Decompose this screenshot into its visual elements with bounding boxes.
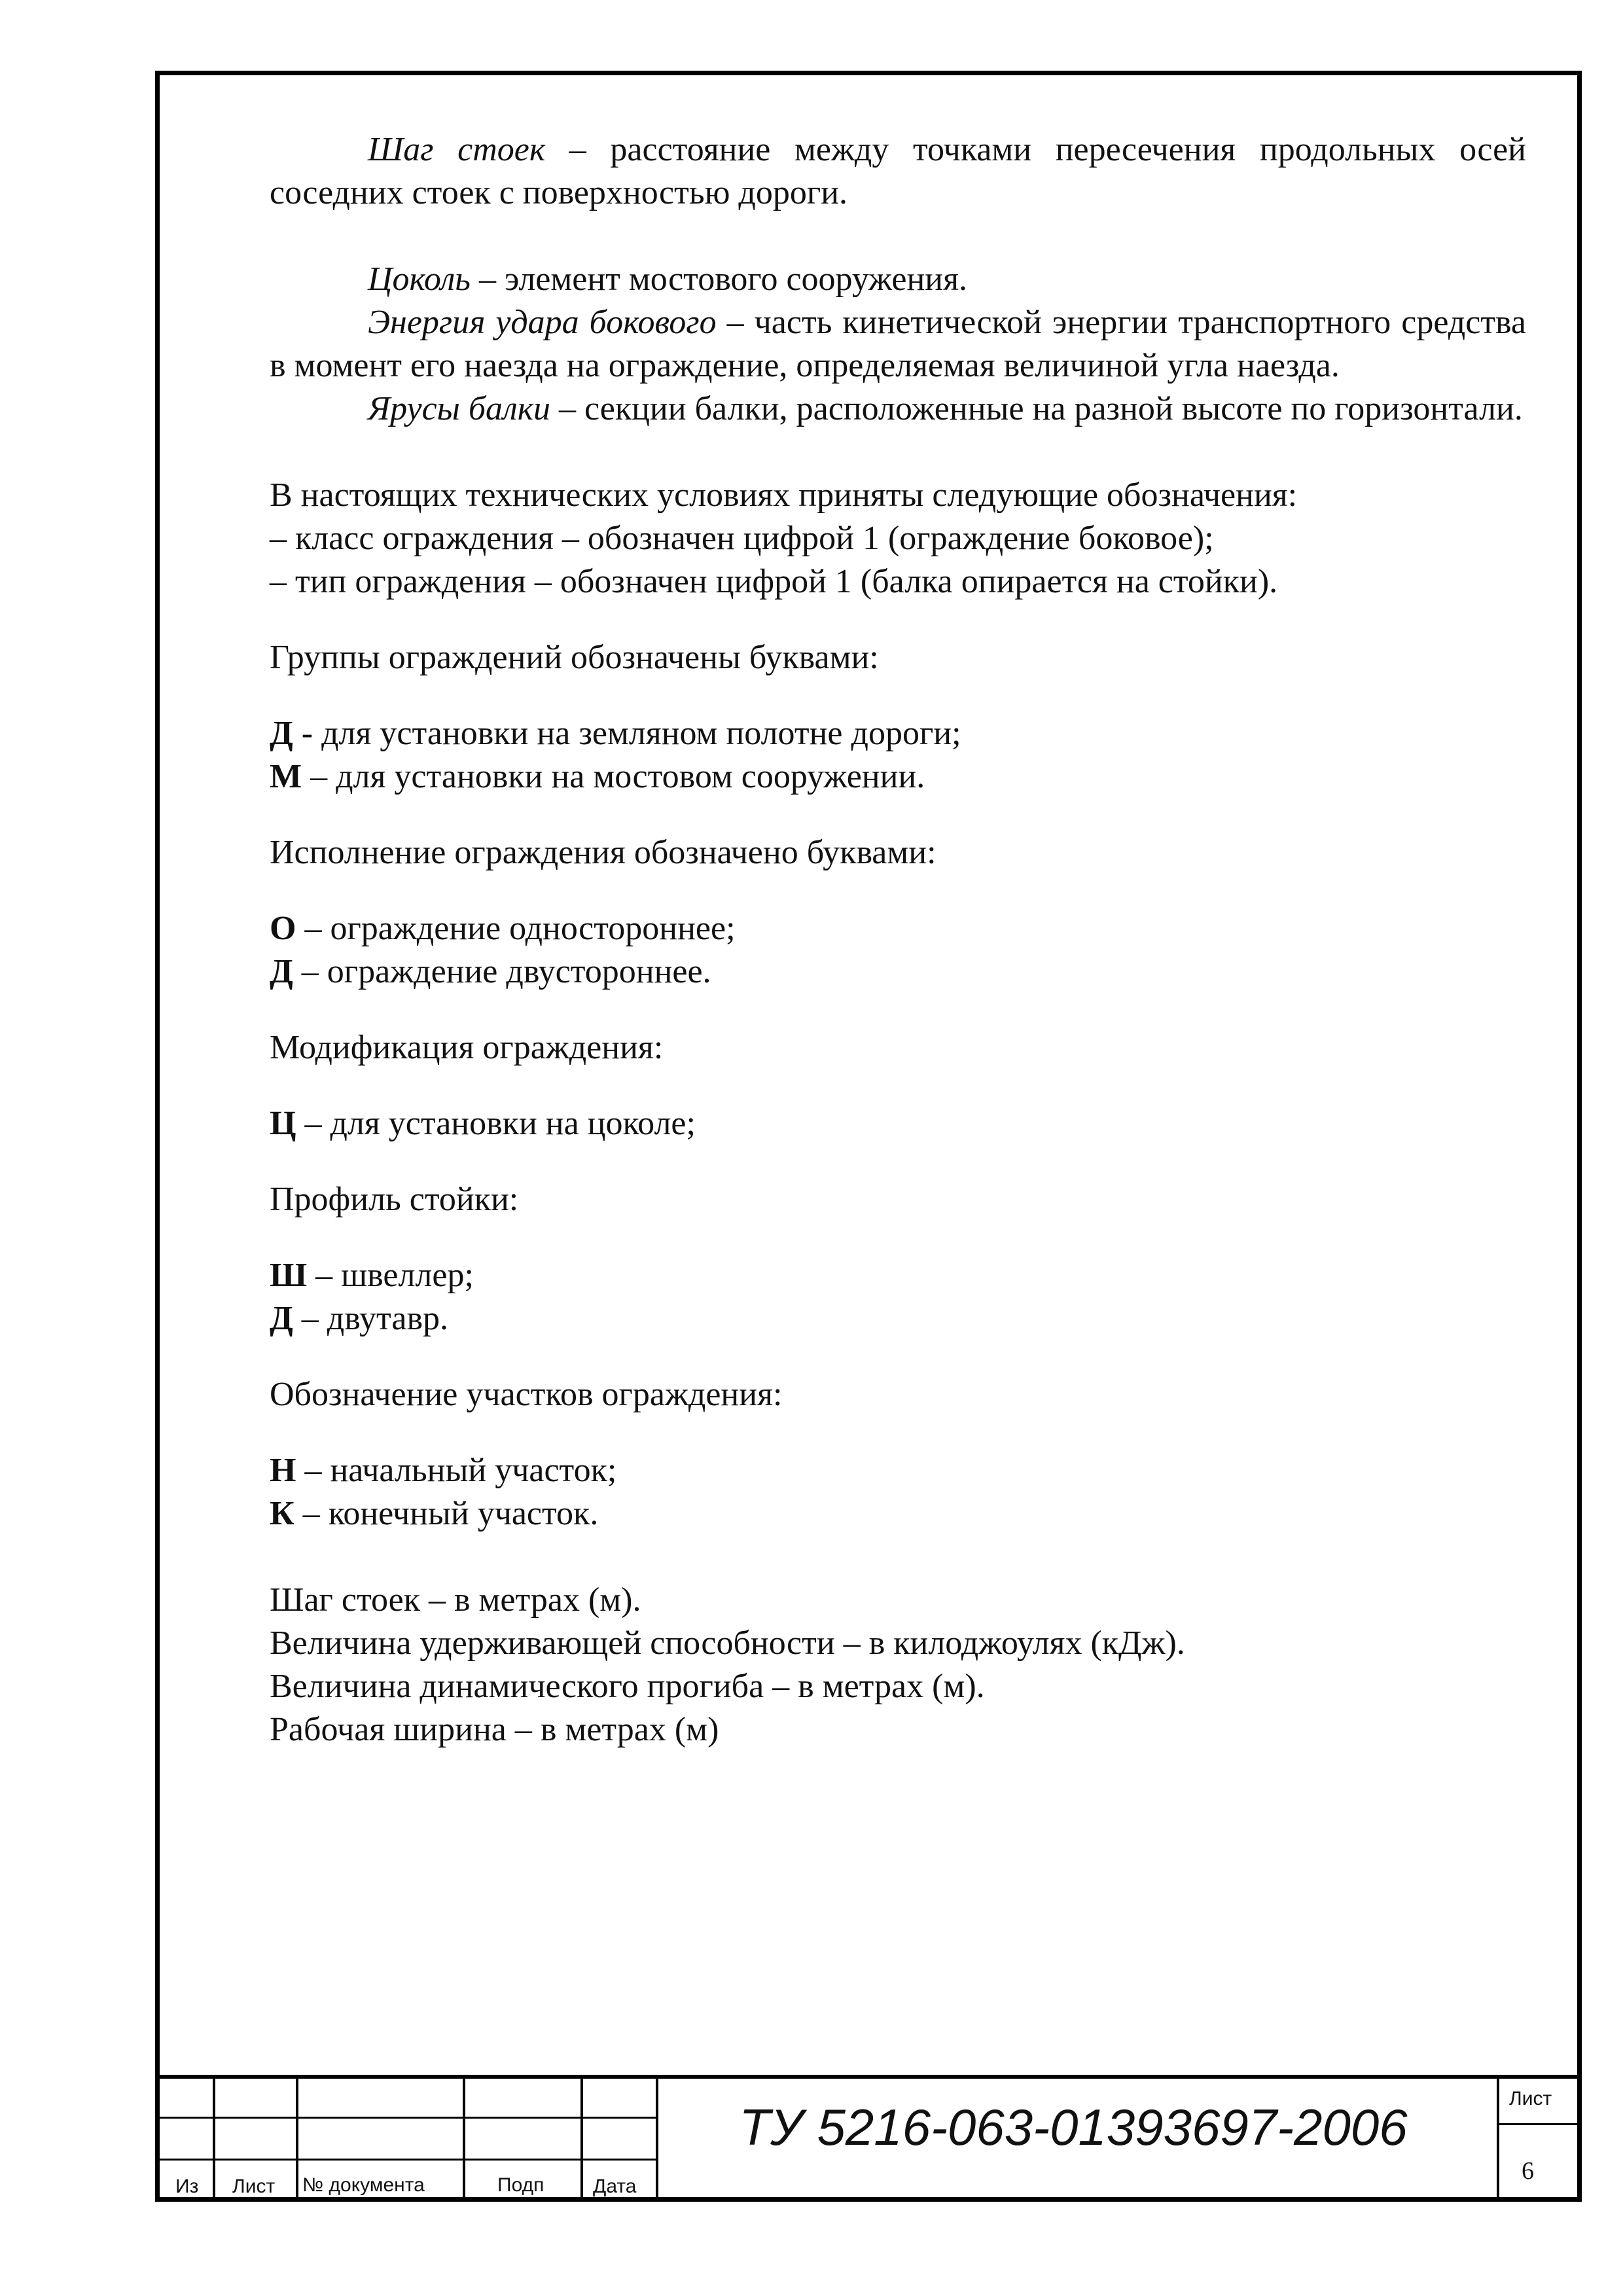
term: Шаг стоек [368, 131, 546, 168]
definition-beam-tiers [270, 387, 1526, 431]
col-list-label: Лист [232, 2176, 276, 2197]
sheet-number: 6 [1522, 2157, 1534, 2185]
unit-line: Величина динамического прогиба – в метрах (м). [270, 1668, 985, 1705]
definition-plinth [270, 258, 1526, 301]
sections-list [270, 1449, 1526, 1535]
designation-class: – класс ограждения – обозначен цифрой 1 (ограждение боковое); [270, 520, 1214, 557]
term: Цоколь [368, 260, 471, 298]
document-body [270, 128, 1526, 1751]
code: М [270, 758, 302, 795]
modification-list [270, 1102, 1526, 1145]
code: Ш [270, 1257, 308, 1294]
title-block-rule [296, 2075, 298, 2202]
code: Д [270, 1300, 293, 1337]
list-item: Н – начальный участок; [270, 1452, 617, 1489]
code: О [270, 910, 296, 947]
code: Д [270, 715, 293, 752]
title-block-top-rule [155, 2075, 1582, 2079]
post-profile-heading: Профиль стойки: [270, 1181, 519, 1218]
modification-heading: Модификация ограждения: [270, 1029, 664, 1066]
designations-heading: В настоящих технических условиях приняты следующие обозначения: [270, 476, 1298, 514]
groups-list [270, 712, 1526, 798]
col-doc-label: № документа [302, 2174, 425, 2196]
col-izm-label: Из [175, 2176, 199, 2197]
title-block-rule [463, 2075, 465, 2202]
execution-heading: Исполнение ограждения обозначено буквами: [270, 834, 936, 871]
term: Ярусы балки [368, 390, 551, 427]
unit-line: Величина удерживающей способности – в килоджоулях (кДж). [270, 1624, 1185, 1662]
list-item: Д – ограждение двустороннее. [270, 953, 711, 990]
list-item: О – ограждение одностороннее; [270, 910, 736, 947]
definition-text: – расстояние между точками пересечения продольных осей соседних стоек с поверхностью дороги. [270, 131, 1526, 211]
title-block-rule [213, 2075, 215, 2202]
execution-list [270, 907, 1526, 994]
definition-step [270, 128, 1526, 215]
list-item: Ц – для установки на цоколе; [270, 1105, 696, 1142]
groups-heading: Группы ограждений обозначены буквами: [270, 639, 879, 676]
code: Д [270, 953, 293, 990]
col-data-label: Дата [593, 2176, 637, 2197]
definition-text: – часть кинетической энергии транспортного средства в момент его наезда на ограждение, определяемая величиной угла наезда. [270, 304, 1526, 384]
post-profile-list [270, 1254, 1526, 1340]
sheet-label: Лист [1509, 2088, 1552, 2109]
list-item: М – для установки на мостовом сооружении. [270, 758, 925, 795]
unit-line: Шаг стоек – в метрах (м). [270, 1581, 641, 1619]
term: Энергия удара бокового [368, 304, 717, 341]
title-block-rule [1497, 2075, 1499, 2202]
designation-type: – тип ограждения – обозначен цифрой 1 (балка опирается на стойки). [270, 563, 1278, 600]
sections-heading: Обозначение участков ограждения: [270, 1376, 783, 1413]
list-item: Д - для установки на земляном полотне дороги; [270, 715, 961, 752]
units-block [270, 1579, 1526, 1751]
title-block-rule [580, 2075, 583, 2202]
col-podp-label: Подп [497, 2174, 544, 2196]
code: К [270, 1495, 294, 1532]
definition-text: – секции балки, расположенные на разной высоте по горизонтали. [550, 390, 1523, 427]
document-designation: ТУ 5216-063-01393697-2006 [739, 2098, 1408, 2156]
unit-line: Рабочая ширина – в метрах (м) [270, 1711, 719, 1748]
definition-impact-energy [270, 301, 1526, 387]
list-item: Ш – швеллер; [270, 1257, 474, 1294]
title-block-rule [1497, 2123, 1582, 2125]
designations-block [270, 474, 1526, 603]
list-item: К – конечный участок. [270, 1495, 599, 1532]
code: Ц [270, 1105, 296, 1142]
definition-text: – элемент мостового сооружения. [470, 260, 968, 298]
list-item: Д – двутавр. [270, 1300, 449, 1337]
code: Н [270, 1452, 296, 1489]
